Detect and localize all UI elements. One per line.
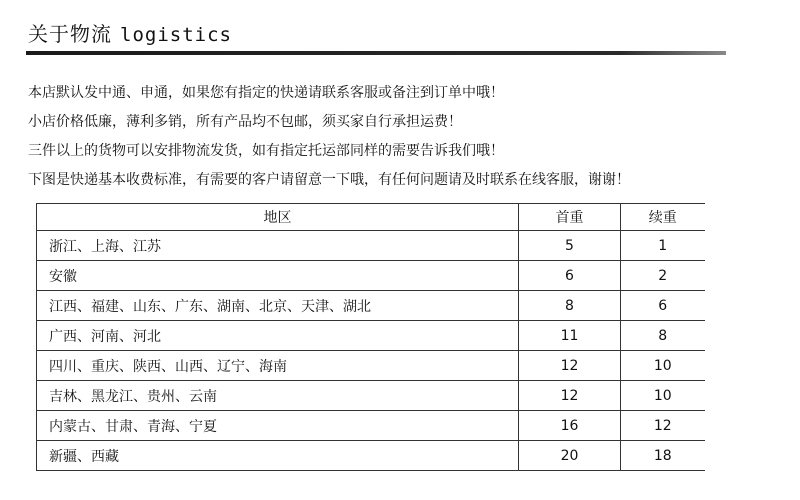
- first-weight-cell: 6: [519, 261, 621, 291]
- column-header-first-weight: 首重: [519, 204, 621, 231]
- first-weight-cell: 12: [519, 351, 621, 381]
- column-header-extra-weight: 续重: [621, 204, 705, 231]
- table-row: [37, 261, 705, 291]
- note-line: 下图是快递基本收费标准，有需要的客户请留意一下哦，有任何问题请及时联系在线客服，谢谢！: [28, 172, 630, 188]
- note-line: 本店默认发中通、申通，如果您有指定的快递请联系客服或备注到订单中哦！: [28, 85, 504, 101]
- note-line: 小店价格低廉，薄利多销，所有产品均不包邮，须买家自行承担运费！: [28, 114, 462, 130]
- region-cell: 内蒙古、甘肃、青海、宁夏: [37, 411, 519, 441]
- table-row: [37, 231, 705, 261]
- extra-weight-cell: 10: [621, 351, 705, 381]
- table-row: [37, 321, 705, 351]
- table-row: [37, 381, 705, 411]
- title-divider: [26, 51, 726, 55]
- page-title-en: logistics: [120, 24, 232, 46]
- region-cell: 江西、福建、山东、广东、湖南、北京、天津、湖北: [37, 291, 519, 321]
- extra-weight-cell: 18: [621, 441, 705, 471]
- page-title-cn: 关于物流: [28, 22, 112, 46]
- shipping-notes: [28, 79, 768, 195]
- region-cell: 四川、重庆、陕西、山西、辽宁、海南: [37, 351, 519, 381]
- table-header-row: [37, 204, 705, 231]
- region-cell: 新疆、西藏: [37, 441, 519, 471]
- extra-weight-cell: 6: [621, 291, 705, 321]
- table-row: [37, 441, 705, 471]
- column-header-region: 地区: [37, 204, 519, 231]
- extra-weight-cell: 2: [621, 261, 705, 291]
- region-cell: 安徽: [37, 261, 519, 291]
- first-weight-cell: 5: [519, 231, 621, 261]
- note-line: 三件以上的货物可以安排物流发货，如有指定托运部同样的需要告诉我们哦！: [28, 143, 504, 159]
- extra-weight-cell: 8: [621, 321, 705, 351]
- first-weight-cell: 12: [519, 381, 621, 411]
- region-cell: 广西、河南、河北: [37, 321, 519, 351]
- page-title: [28, 18, 232, 47]
- extra-weight-cell: 1: [621, 231, 705, 261]
- table-row: [37, 291, 705, 321]
- region-cell: 吉林、黑龙江、贵州、云南: [37, 381, 519, 411]
- first-weight-cell: 16: [519, 411, 621, 441]
- first-weight-cell: 20: [519, 441, 621, 471]
- extra-weight-cell: 12: [621, 411, 705, 441]
- first-weight-cell: 11: [519, 321, 621, 351]
- first-weight-cell: 8: [519, 291, 621, 321]
- extra-weight-cell: 10: [621, 381, 705, 411]
- table-row: [37, 411, 705, 441]
- table-row: [37, 351, 705, 381]
- region-cell: 浙江、上海、江苏: [37, 231, 519, 261]
- shipping-rate-table: [36, 203, 704, 471]
